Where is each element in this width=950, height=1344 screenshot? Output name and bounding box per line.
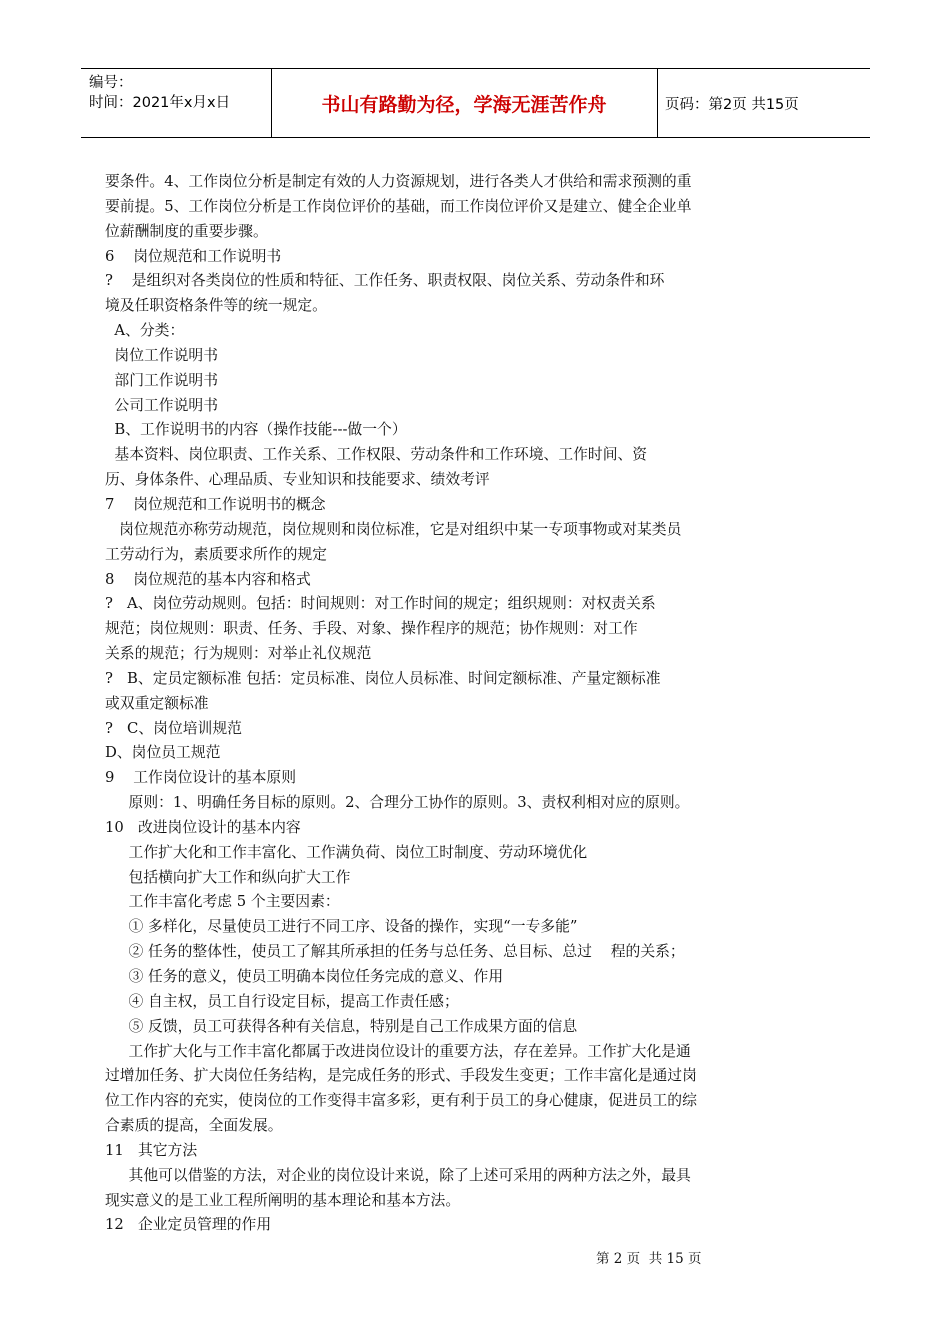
body-line: 包括横向扩大工作和纵向扩大工作 (105, 868, 351, 886)
body-line: A、分类： (105, 322, 185, 340)
body-line: 合素质的提高，全面发展。 (105, 1117, 283, 1135)
body-line: 部门工作说明书 (105, 371, 218, 389)
body-line: ④ 自主权，员工自行设定目标，提高工作责任感； (105, 992, 459, 1010)
page-footer: 第 2 页 共 15 页 (596, 1251, 702, 1267)
body-line: ② 任务的整体性，使员工了解其所承担的任务与总任务、总目标、总过 程的关系； (105, 943, 685, 961)
body-line: D、岗位员工规范 (105, 744, 221, 762)
date-line: 时间：2021年x月x日 (89, 95, 231, 111)
body-line: ? A、岗位劳动规则。包括：时间规则：对工作时间的规定；组织规则：对权责关系 (105, 595, 656, 613)
body-line: 历、身体条件、心理品质、专业知识和技能要求、绩效考评 (105, 471, 490, 489)
body-line: 岗位工作说明书 (105, 346, 218, 364)
body-line: 境及任职资格条件等的统一规定。 (105, 297, 327, 315)
body-line: 10 改进岗位设计的基本内容 (105, 818, 301, 836)
header-page-info: 页码：第2页 共15页 (665, 97, 799, 113)
body-line: 公司工作说明书 (105, 396, 218, 414)
serial-number-label: 编号： (89, 75, 133, 91)
body-line: 过增加任务、扩大岗位任务结构，是完成任务的形式、手段发生变更；工作丰富化是通过岗 (105, 1067, 697, 1085)
body-line: 原则：1、明确任务目标的原则。2、合理分工协作的原则。3、责权利相对应的原则。 (105, 794, 690, 812)
body-line: 关系的规范；行为规则：对举止礼仪规范 (105, 645, 372, 663)
body-line: B、工作说明书的内容（操作技能---做一个） (105, 421, 407, 439)
body-line: ? C、岗位培训规范 (105, 719, 242, 737)
body-line: ⑤ 反馈，员工可获得各种有关信息，特别是自己工作成果方面的信息 (105, 1017, 578, 1035)
body-line: ? 是组织对各类岗位的性质和特征、工作任务、职责权限、岗位关系、劳动条件和环 (105, 272, 665, 290)
body-line: 位薪酬制度的重要步骤。 (105, 222, 268, 240)
body-line: 现实意义的是工业工程所阐明的基本理论和基本方法。 (105, 1191, 461, 1209)
header-meta (89, 73, 230, 113)
body-line: 其他可以借鉴的方法，对企业的岗位设计来说，除了上述可采用的两种方法之外，最具 (105, 1166, 691, 1184)
body-line: 11 其它方法 (105, 1141, 198, 1159)
body-line: ? B、定员定额标准 包括：定员标准、岗位人员标准、时间定额标准、产量定额标准 (105, 669, 661, 687)
body-line: 规范；岗位规则：职责、任务、手段、对象、操作程序的规范；协作规则：对工作 (105, 620, 638, 638)
header-slogan: 书山有路勤为径，学海无涯苦作舟 (321, 94, 607, 116)
body-line: 岗位规范亦称劳动规范，岗位规则和岗位标准，它是对组织中某一专项事物或对某类员 (105, 520, 682, 538)
body-line: 7 岗位规范和工作说明书的概念 (105, 495, 326, 513)
body-line: 位工作内容的充实，使岗位的工作变得丰富多彩，更有利于员工的身心健康，促进员工的综 (105, 1092, 697, 1110)
body-line: 8 岗位规范的基本内容和格式 (105, 570, 311, 588)
body-line: ③ 任务的意义，使员工明确本岗位任务完成的意义、作用 (105, 968, 504, 985)
header-divider-right (657, 69, 658, 137)
body-line: 工作丰富化考虑 5 个主要因素： (105, 893, 340, 911)
body-line: 要前提。5、工作岗位分析是工作岗位评价的基础，而工作岗位评价又是建立、健全企业单 (105, 197, 692, 215)
body-line: 9 工作岗位设计的基本原则 (105, 769, 296, 787)
document-body (105, 170, 785, 1238)
body-line: 工作扩大化和工作丰富化、工作满负荷、岗位工时制度、劳动环境优化 (105, 843, 588, 861)
body-line: 或双重定额标准 (105, 694, 209, 712)
body-line: 要条件。4、工作岗位分析是制定有效的人力资源规划，进行各类人才供给和需求预测的重 (105, 173, 692, 190)
page-header (81, 68, 870, 138)
body-line: 12 企业定员管理的作用 (105, 1216, 272, 1234)
body-line: ① 多样化，尽量使员工进行不同工序、设备的操作，实现“一专多能” (105, 918, 578, 936)
body-line: 工劳动行为，素质要求所作的规定 (105, 545, 327, 563)
body-line: 工作扩大化与工作丰富化都属于改进岗位设计的重要方法，存在差异。工作扩大化是通 (105, 1042, 691, 1060)
body-line: 6 岗位规范和工作说明书 (105, 247, 282, 265)
body-line: 基本资料、岗位职责、工作关系、工作权限、劳动条件和工作环境、工作时间、资 (105, 446, 648, 464)
